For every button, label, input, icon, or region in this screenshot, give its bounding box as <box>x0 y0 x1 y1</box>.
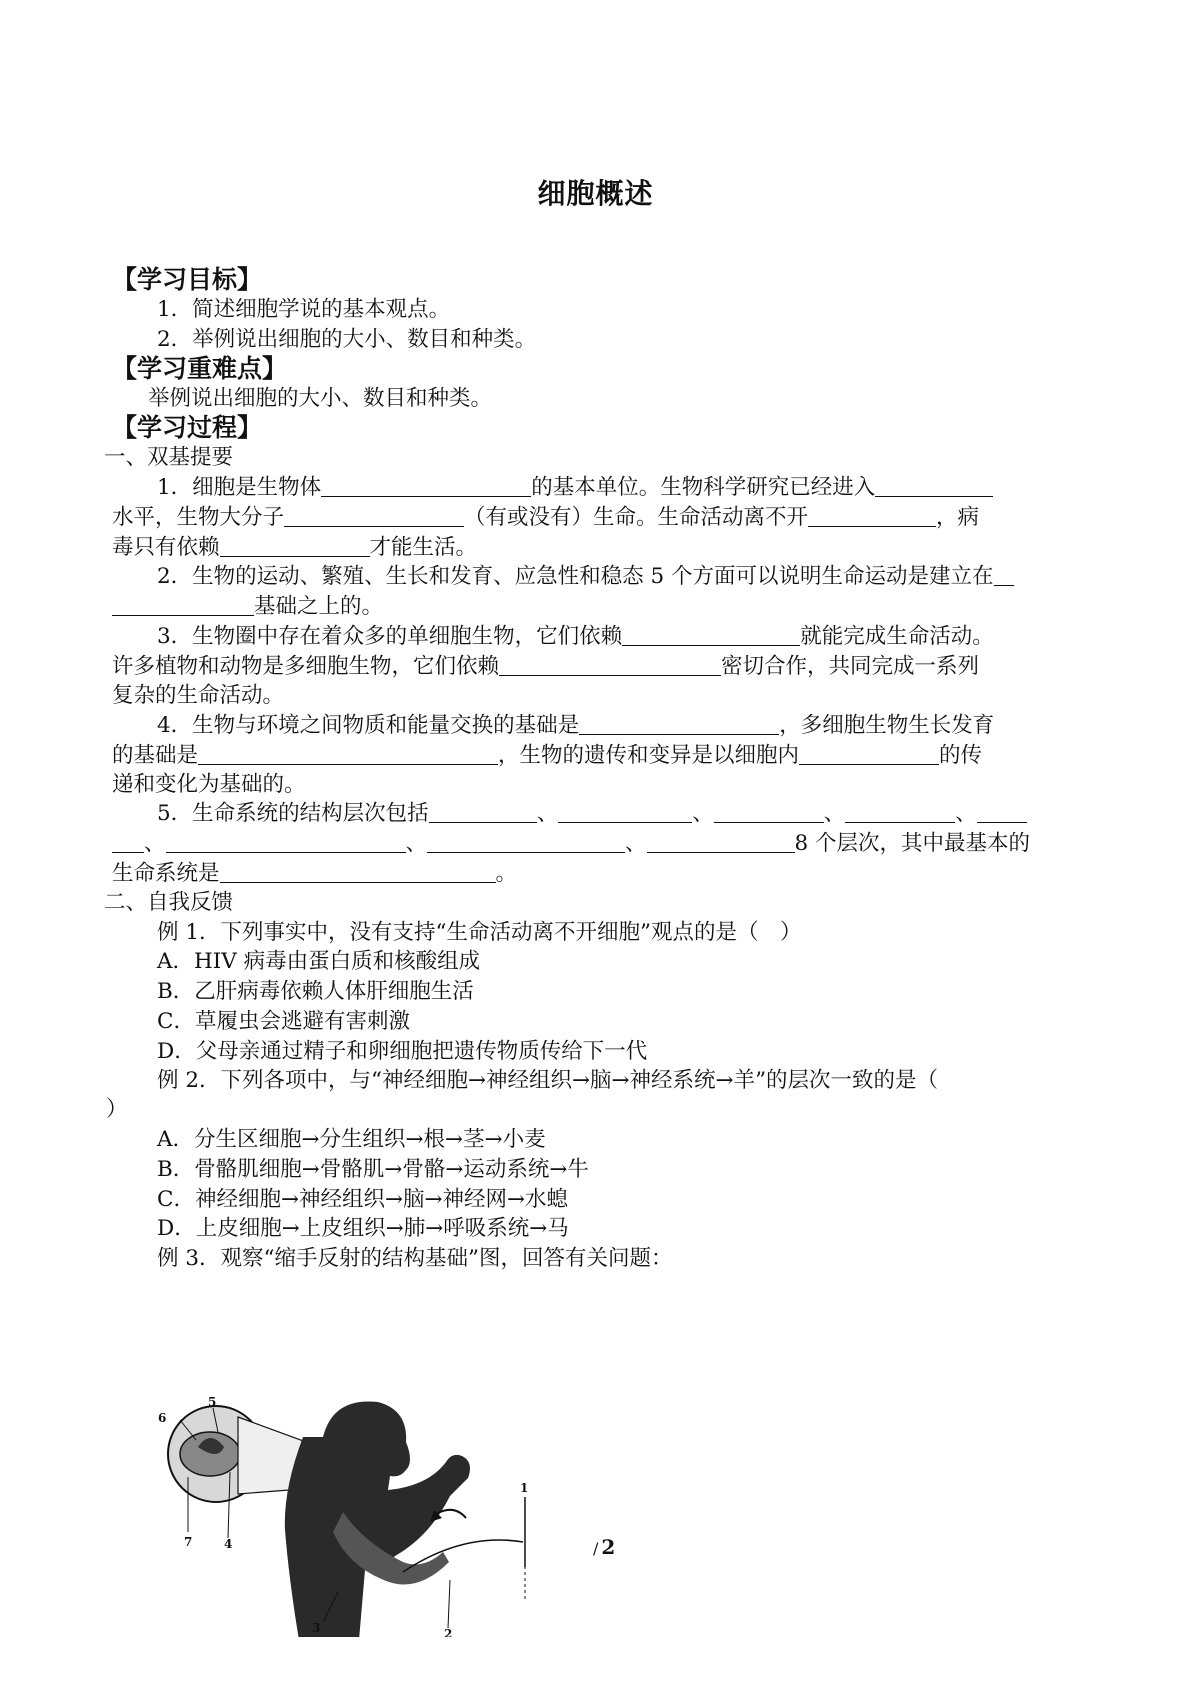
ex2-option-a: A．分生区细胞→分生组织→根→茎→小麦 <box>157 1127 546 1152</box>
ex1-option-d: D．父母亲通过精子和卵细胞把遗传物质传给下一代 <box>157 1039 648 1064</box>
q1-line1: 1．细胞是生物体 的基本单位。生物科学研究已经进入 <box>157 474 993 502</box>
reflex-arc-figure <box>158 1392 578 1637</box>
ex1-option-b: B．乙肝病毒依赖人体肝细胞生活 <box>157 979 474 1004</box>
answer-blank[interactable] <box>558 802 692 823</box>
objective-2: 2．举例说出细胞的大小、数目和种类。 <box>157 327 537 352</box>
part2-heading: 二、自我反馈 <box>104 890 234 915</box>
answer-blank[interactable] <box>977 802 1027 823</box>
figure-label-7: 7 <box>184 1535 193 1549</box>
answer-blank[interactable] <box>799 744 939 765</box>
figure-label-2: 2 <box>444 1627 453 1637</box>
ex2-option-d: D．上皮细胞→上皮组织→肺→呼吸系统→马 <box>157 1216 569 1241</box>
ex2-question-end: ） <box>106 1097 128 1122</box>
answer-blank[interactable] <box>429 802 537 823</box>
figure-label-6: 6 <box>158 1411 167 1425</box>
answer-blank[interactable] <box>427 832 625 853</box>
q4-line1: 4．生物与环境之间物质和能量交换的基础是 ，多细胞生物生长发育 <box>157 713 995 738</box>
answer-blank[interactable] <box>166 832 406 853</box>
figure-label-4: 4 <box>224 1537 233 1551</box>
leader-line-2 <box>448 1580 450 1628</box>
q3-line2: 许多植物和动物是多细胞生物，它们依赖 密切合作，共同完成一系列 <box>112 654 980 679</box>
figure-label-5: 5 <box>208 1395 217 1409</box>
answer-blank[interactable] <box>112 595 254 616</box>
answer-blank[interactable] <box>220 862 496 883</box>
human-figure <box>285 1401 470 1637</box>
answer-blank[interactable] <box>622 625 800 646</box>
ex1-option-a: A．HIV 病毒由蛋白质和核酸组成 <box>157 949 481 974</box>
q1-line3: 毒只有依赖 才能生活。 <box>112 535 478 560</box>
process-heading: 【学习过程】 <box>112 413 263 442</box>
q3-line3: 复杂的生命活动。 <box>112 683 285 708</box>
page-title: 细胞概述 <box>537 177 654 210</box>
answer-blank[interactable] <box>647 832 795 853</box>
q4-line3: 递和变化为基础的。 <box>112 772 306 797</box>
answer-blank[interactable] <box>284 506 464 527</box>
q3-line1: 3．生物圈中存在着众多的单细胞生物，它们依赖 就能完成生命活动。 <box>157 624 994 649</box>
answer-blank[interactable] <box>994 565 1014 586</box>
answer-blank[interactable] <box>112 832 144 853</box>
ex2-option-b: B．骨骼肌细胞→骨骼肌→骨骼→运动系统→牛 <box>157 1157 589 1182</box>
answer-blank[interactable] <box>321 476 531 497</box>
answer-blank[interactable] <box>808 506 936 527</box>
ex2-question: 例 2．下列各项中，与“神经细胞→神经组织→脑→神经系统→羊”的层次一致的是（ <box>157 1068 939 1093</box>
figure-label-3: 3 <box>312 1621 321 1635</box>
answer-blank[interactable] <box>198 744 498 765</box>
q5-line1: 5．生命系统的结构层次包括 、 、 、 、 <box>157 800 1027 828</box>
page-number: / 2 <box>593 1535 616 1559</box>
figure-label-1: 1 <box>520 1481 529 1495</box>
q5-line2: 、 、 、 8 个层次，其中最基本的 <box>112 830 1030 858</box>
answer-blank[interactable] <box>714 802 824 823</box>
ex2-option-c: C．神经细胞→神经组织→脑→神经网→水螅 <box>157 1187 569 1212</box>
answer-blank[interactable] <box>220 536 370 557</box>
ex1-question: 例 1．下列事实中，没有支持“生命活动离不开细胞”观点的是（ ） <box>157 920 802 945</box>
q1-line2: 水平，生物大分子 （有或没有）生命。生命活动离不开 ，病 <box>112 505 980 530</box>
reflex-arc-illustration <box>158 1392 578 1637</box>
q2-line1: 2．生物的运动、繁殖、生长和发育、应急性和稳态 5 个方面可以说明生命运动是建立在 <box>157 563 1014 591</box>
objectives-heading: 【学习目标】 <box>112 265 263 294</box>
part1-heading: 一、双基提要 <box>104 445 234 470</box>
key-points-heading: 【学习重难点】 <box>112 354 288 383</box>
q4-line2: 的基础是 ，生物的遗传和变异是以细胞内 的传 <box>112 743 983 768</box>
answer-blank[interactable] <box>845 802 955 823</box>
answer-blank[interactable] <box>579 714 779 735</box>
answer-blank[interactable] <box>875 476 993 497</box>
q5-line3: 生命系统是 。 <box>112 861 518 886</box>
ex3-question: 例 3．观察“缩手反射的结构基础”图，回答有关问题： <box>157 1246 673 1271</box>
answer-blank[interactable] <box>499 655 721 676</box>
q2-line2: 基础之上的。 <box>112 593 383 621</box>
ex1-option-c: C．草履虫会逃避有害刺激 <box>157 1009 410 1034</box>
objective-1: 1．简述细胞学说的基本观点。 <box>157 297 451 322</box>
key-points-text: 举例说出细胞的大小、数目和种类。 <box>148 386 493 411</box>
